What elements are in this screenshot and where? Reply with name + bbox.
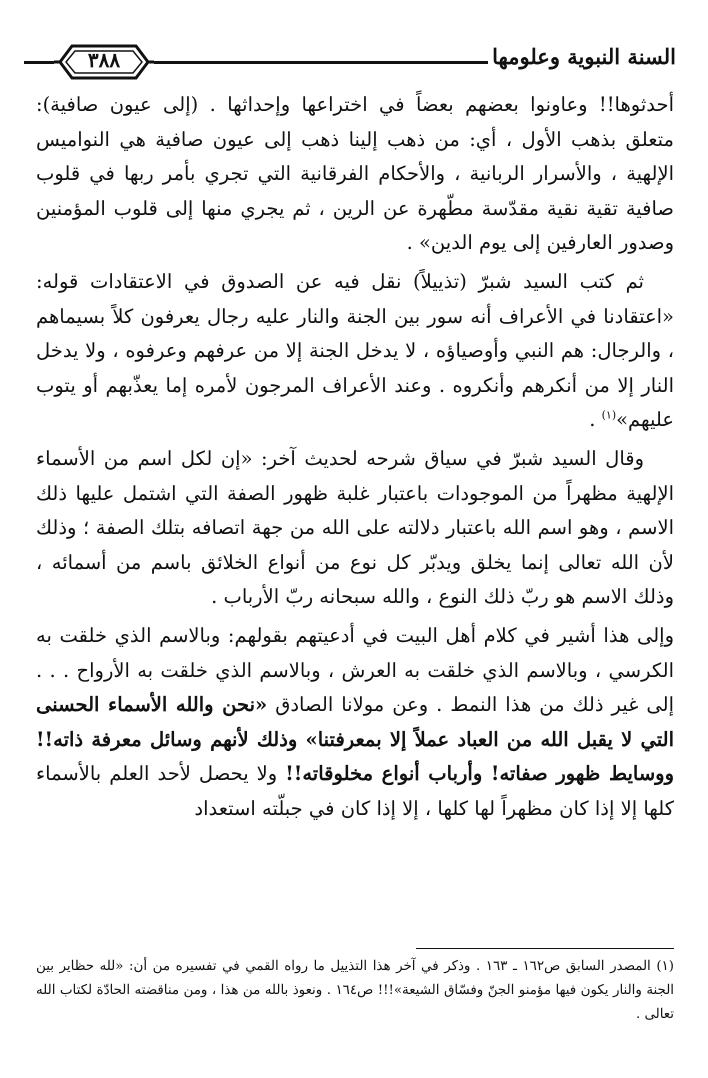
paragraph-2-end: . [589,408,602,432]
page-number-ornament [54,42,154,82]
main-text [36,88,674,826]
header-rule [154,61,488,64]
footnote-divider [416,948,674,949]
paragraph-4-text: وإلى هذا أشير في كلام أهل البيت في أدعيتهم بقولهم: وبالاسم الذي خلقت به الكرسي ، وبالاسم الذي خلقت به العرش ، وبالاسم الذي خلقت به الأرواح . . . إلى غير ذلك من هذا النمط . وعن مولانا الصادق [36,623,674,717]
paragraph-3 [36,442,674,615]
paragraph-1 [36,88,674,261]
paragraph-2 [36,265,674,438]
paragraph-3-text: وقال السيد شبرّ في سياق شرحه لحديث آخر: «إن لكل اسم من الأسماء الإلهية مظهراً من الموجودات باعتبار غلبة ظهور الصفة التي اشتمل عليها ذلك الاسم ، وهو اسم الله باعتبار دلالته على الله من جهة اتصافه بتلك الصفة ؛ وذلك لأن الله تعالى إنما يخلق ويدبّر كل نوع من أنواع الخلائق باسم من أسمائه ، وذلك الاسم هو ربّ ذلك النوع ، والله سبحانه ربّ الأرباب . [36,446,675,609]
footnote-1: (١) المصدر السابق ص١٦٢ ـ ١٦٣ . وذكر في آخر هذا التذييل ما رواه القمي في تفسيره من أن: «لله حظاير بين الجنة والنار يكون فيها مؤمنو الجنّ وفسّاق الشيعة»!!! ص١٦٤ . ونعوذ بالله من هذا ، ومن مناقضته الحادّة لكتاب الله تعالى . [36,959,674,1022]
footnotes [36,955,674,1026]
paragraph-2-text: ثم كتب السيد شبرّ (تذييلاً) نقل فيه عن الصدوق في الاعتقادات قوله: «اعتقادنا في الأعراف أنه سور بين الجنة والنار عليه رجال يعرفون كلاً بسيماهم ، والرجال: هم النبي وأوصياؤه ، لا يدخل الجنة إلا من عرفهم وعرفوه ، ولا يدخل النار إلا من أنكرهم وأنكروه . وعند الأعراف المرجون لأمره إما يعذّبهم أو يتوب عليهم» [36,269,674,432]
paragraph-1-text: أحدثوها!! وعاونوا بعضهم بعضاً في اختراعها وإحداثها . (إلى عيون صافية): متعلق بذهب الأول ، أي: من ذهب إلينا ذهب إلى عيون صافية هي النواميس الإلهية ، والأسرار الربانية ، والأحكام الفرقانية التي تجري بأمر ربها في قلوب صافية تقية نقية مقدّسة مطّهرة عن الرين ، ثم يجري منها إلى قلوب المؤمنين وصدور العارفين إلى يوم الدين» . [36,93,674,255]
footnote-marker: (١) [601,408,617,422]
header-rule-tail [24,61,54,64]
paragraph-4-bold-quote: «نحن والله الأسماء الحسنى التي لا يقبل الله من العباد عملاً إلا بمعرفتنا» وذلك لأنهم وسائل معرفة ذاته!! ووسايط ظهور صفاته! وأرباب أنواع مخلوقاته!! [36,693,674,786]
paragraph-4 [36,619,674,827]
running-header [24,38,676,90]
paragraph-4-end: ولا يحصل لأحد العلم بالأسماء كلها إلا إذا كان مظهراً لها كلها ، إلا إذا كان في جبلّته استعداد [36,762,674,820]
page-number: ٣٨٨ [87,48,121,72]
book-title: السنة النبوية وعلومها [492,44,676,69]
